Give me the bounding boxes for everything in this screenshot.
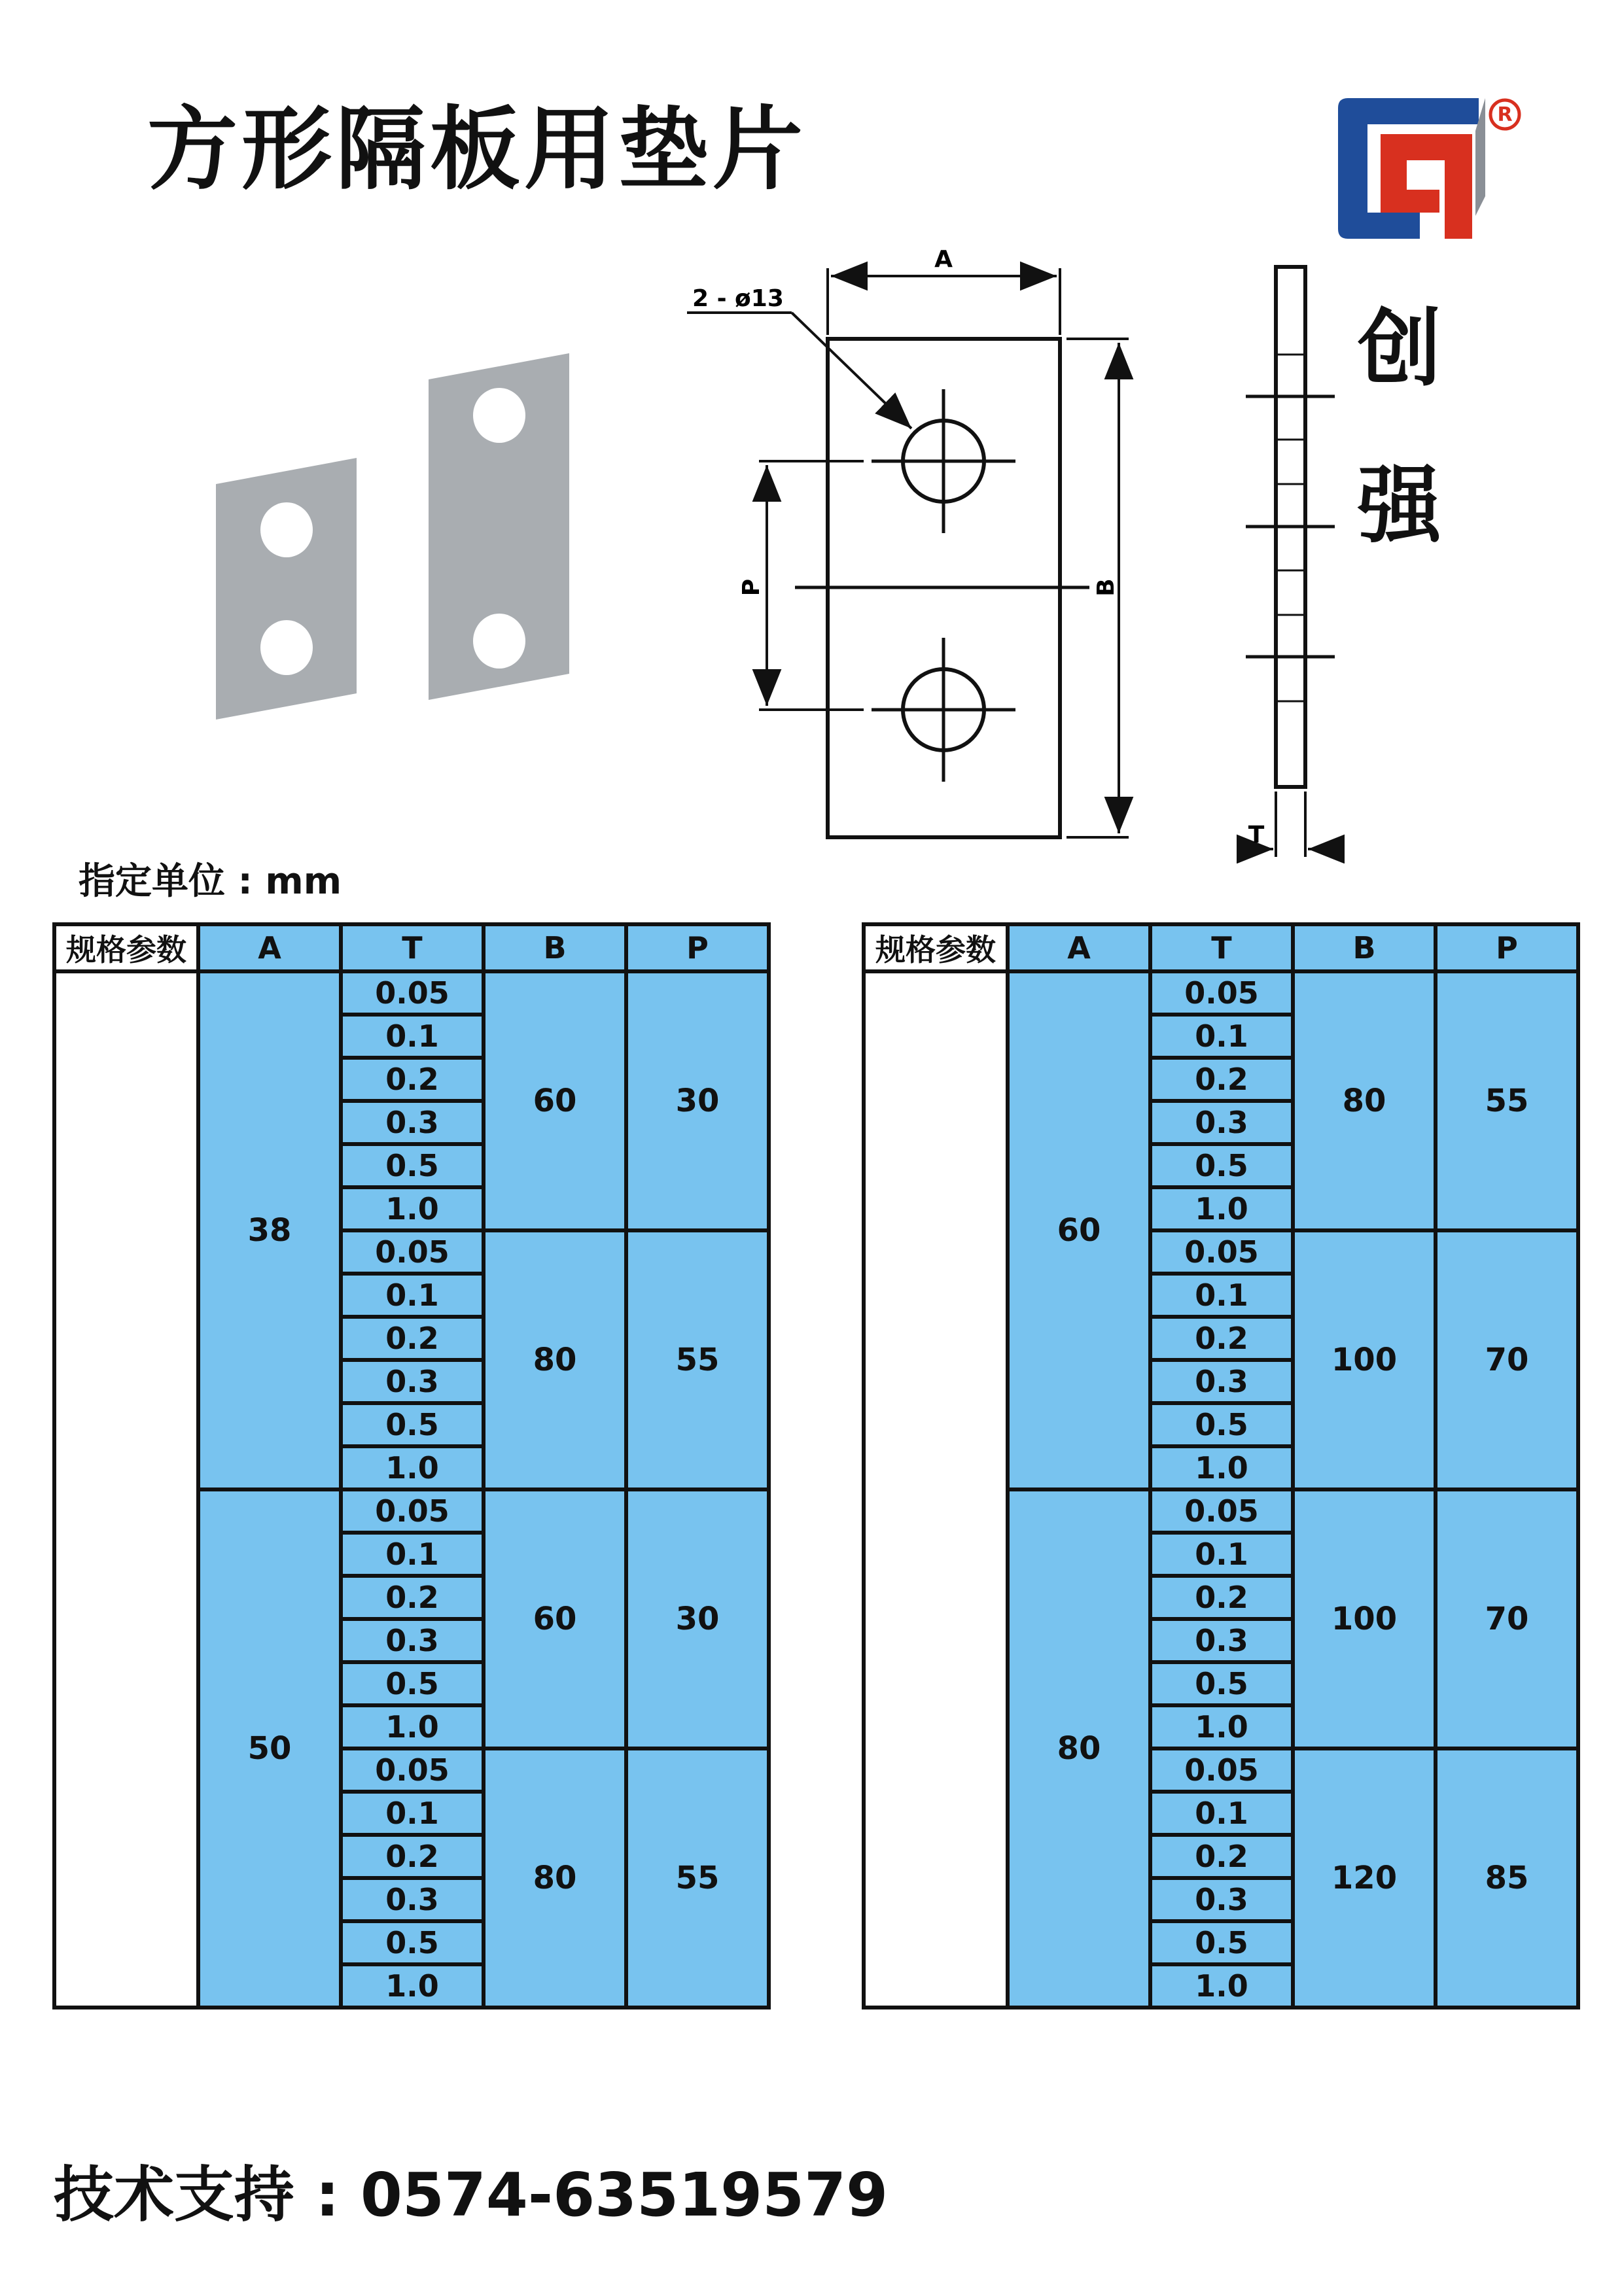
cell-b: 80 xyxy=(484,1230,626,1489)
cell-p: 30 xyxy=(626,1489,769,1748)
cell-b: 80 xyxy=(1293,971,1436,1230)
cell-t: 0.2 xyxy=(1150,1058,1293,1101)
cell-t: 0.05 xyxy=(1150,1748,1293,1792)
cell-b: 60 xyxy=(484,971,626,1230)
cell-t: 1.0 xyxy=(1150,1187,1293,1230)
cell-t: 0.5 xyxy=(341,1921,484,1964)
brand-char-2: 强 xyxy=(1358,457,1442,555)
cell-t: 0.05 xyxy=(341,1748,484,1792)
shim-hole xyxy=(473,388,525,443)
header-p: P xyxy=(1436,924,1578,971)
table-row xyxy=(864,971,1578,1015)
cell-t: 0.1 xyxy=(341,1015,484,1058)
cell-t: 0.2 xyxy=(341,1835,484,1878)
cell-t: 0.05 xyxy=(341,1489,484,1533)
cell-a: 38 xyxy=(198,971,341,1489)
cell-t: 0.2 xyxy=(1150,1576,1293,1619)
shim-hole xyxy=(473,614,525,669)
cell-p: 70 xyxy=(1436,1489,1578,1748)
cell-t: 0.3 xyxy=(1150,1619,1293,1662)
cell-t: 1.0 xyxy=(341,1964,484,2008)
cell-t: 0.1 xyxy=(1150,1274,1293,1317)
header-b: B xyxy=(1293,924,1436,971)
cell-t: 0.5 xyxy=(1150,1144,1293,1187)
technical-drawing xyxy=(0,0,1622,863)
side-view xyxy=(1237,267,1345,857)
spec-table-right xyxy=(862,922,1580,2009)
header-b: B xyxy=(484,924,626,971)
cell-b: 60 xyxy=(484,1489,626,1748)
table-header-row xyxy=(864,924,1578,971)
cell-p: 85 xyxy=(1436,1748,1578,2008)
header-t: T xyxy=(341,924,484,971)
brand-char-1: 创 xyxy=(1358,300,1442,398)
cell-t: 0.3 xyxy=(341,1360,484,1403)
cell-t: 0.5 xyxy=(1150,1403,1293,1446)
tech-support-footer: 技术支持 : 0574-63519579 xyxy=(54,2160,889,2230)
cell-t: 0.1 xyxy=(341,1533,484,1576)
table-row xyxy=(54,971,769,1015)
cell-t: 1.0 xyxy=(341,1446,484,1489)
cell-t: 0.2 xyxy=(1150,1317,1293,1360)
cell-t: 1.0 xyxy=(341,1187,484,1230)
cell-t: 1.0 xyxy=(341,1705,484,1748)
cell-a: 80 xyxy=(1008,1489,1150,2008)
cell-t: 0.5 xyxy=(341,1662,484,1705)
cell-t: 0.05 xyxy=(341,971,484,1015)
cell-t: 0.1 xyxy=(1150,1792,1293,1835)
cell-t: 0.05 xyxy=(1150,971,1293,1015)
cell-t: 0.1 xyxy=(1150,1015,1293,1058)
product-photo xyxy=(216,353,569,720)
cell-t: 0.2 xyxy=(1150,1835,1293,1878)
hole-label: 2 - ø13 xyxy=(692,285,784,312)
cell-t: 0.5 xyxy=(1150,1921,1293,1964)
cell-p: 30 xyxy=(626,971,769,1230)
cell-t: 0.3 xyxy=(1150,1360,1293,1403)
cell-b: 120 xyxy=(1293,1748,1436,2008)
cell-a: 60 xyxy=(1008,971,1150,1489)
header-param: 规格参数 xyxy=(864,924,1008,971)
cell-t: 0.1 xyxy=(341,1792,484,1835)
registered-mark: R xyxy=(1497,103,1513,126)
cell-t: 0.5 xyxy=(1150,1662,1293,1705)
dim-label-t: T xyxy=(1248,822,1265,848)
shim-hole xyxy=(260,620,313,675)
dim-label-a: A xyxy=(934,246,953,273)
dim-label-b: B xyxy=(1093,578,1120,597)
cell-t: 1.0 xyxy=(1150,1705,1293,1748)
cell-t: 0.2 xyxy=(341,1058,484,1101)
param-blank-cell xyxy=(864,971,1008,2008)
shim-plate-small xyxy=(216,458,357,720)
cell-b: 80 xyxy=(484,1748,626,2008)
cell-a: 50 xyxy=(198,1489,341,2008)
cell-t: 0.3 xyxy=(341,1619,484,1662)
shim-hole xyxy=(260,502,313,557)
cell-t: 0.3 xyxy=(1150,1878,1293,1921)
header-a: A xyxy=(1008,924,1150,971)
dim-label-p: P xyxy=(738,578,765,597)
cell-t: 0.05 xyxy=(1150,1230,1293,1274)
cell-t: 1.0 xyxy=(1150,1446,1293,1489)
cell-p: 55 xyxy=(626,1230,769,1489)
cell-t: 0.1 xyxy=(1150,1533,1293,1576)
page-title: 方形隔板用垫片 xyxy=(147,97,807,202)
cell-p: 55 xyxy=(1436,971,1578,1230)
cell-b: 100 xyxy=(1293,1489,1436,1748)
cell-t: 0.3 xyxy=(341,1878,484,1921)
cell-t: 0.2 xyxy=(341,1317,484,1360)
cell-t: 0.5 xyxy=(341,1403,484,1446)
header-p: P xyxy=(626,924,769,971)
param-blank-cell xyxy=(54,971,198,2008)
header-param: 规格参数 xyxy=(54,924,198,971)
cell-p: 55 xyxy=(626,1748,769,2008)
cell-t: 0.5 xyxy=(341,1144,484,1187)
cell-t: 0.05 xyxy=(1150,1489,1293,1533)
unit-label: 指定单位 : mm xyxy=(79,860,342,903)
cell-t: 0.05 xyxy=(341,1230,484,1274)
cell-t: 0.3 xyxy=(1150,1101,1293,1144)
cell-t: 0.3 xyxy=(341,1101,484,1144)
header-a: A xyxy=(198,924,341,971)
table-header-row xyxy=(54,924,769,971)
cell-b: 100 xyxy=(1293,1230,1436,1489)
cell-t: 0.2 xyxy=(341,1576,484,1619)
front-view xyxy=(687,268,1129,837)
cell-t: 1.0 xyxy=(1150,1964,1293,2008)
cell-p: 70 xyxy=(1436,1230,1578,1489)
spec-table-left xyxy=(52,922,771,2009)
header-t: T xyxy=(1150,924,1293,971)
cell-t: 0.1 xyxy=(341,1274,484,1317)
